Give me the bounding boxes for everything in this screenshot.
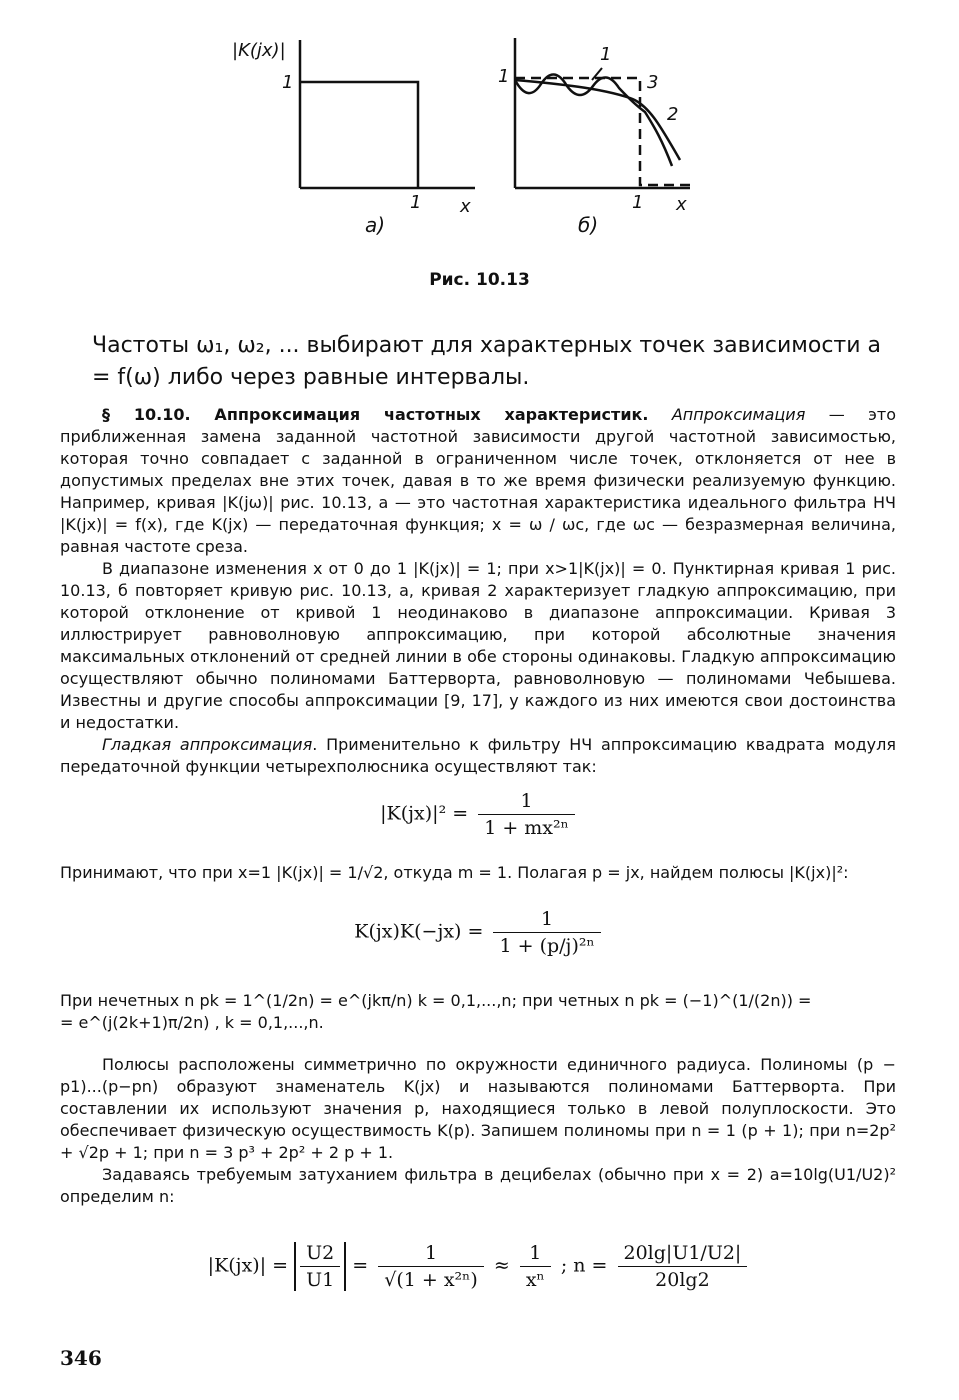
section-title: § 10.10. Аппроксимация частотных характеристик. xyxy=(102,405,649,424)
panel-b-curve-label-1: 1 xyxy=(600,44,612,65)
formula-3-u2: U2 xyxy=(300,1242,340,1267)
formula-3-approx: ≈ xyxy=(493,1254,510,1277)
panel-a-ideal-curve xyxy=(300,82,418,188)
formula-3-denominator-3: 20lg2 xyxy=(655,1269,710,1291)
formula-2 xyxy=(0,908,959,957)
page-number: 346 xyxy=(60,1346,102,1370)
panel-b-y-tick: 1 xyxy=(498,66,510,87)
formula-3-ratio xyxy=(300,1242,340,1291)
formula-3-denominator-2: xⁿ xyxy=(525,1269,545,1291)
formula-3 xyxy=(0,1242,959,1291)
paragraph-4-block xyxy=(60,862,896,884)
panel-b-label: б) xyxy=(578,213,599,237)
paragraph-1 xyxy=(60,404,896,558)
paragraph-6-block xyxy=(60,1054,896,1208)
formula-1 xyxy=(0,790,959,839)
figure-10-13 xyxy=(0,0,959,300)
formula-1-denominator: 1 + mx²ⁿ xyxy=(484,817,569,839)
formula-2-fraction xyxy=(493,908,600,957)
formula-1-numerator: 1 xyxy=(478,790,575,815)
formula-2-denominator: 1 + (p/j)²ⁿ xyxy=(499,935,595,957)
paragraph-7: Задаваясь требуемым затуханием фильтра в децибелах (обычно при x = 2) a=10lg(U1/U2)² определим n: xyxy=(60,1165,896,1206)
formula-2-numerator: 1 xyxy=(493,908,600,933)
formula-3-abs xyxy=(294,1242,346,1291)
term-approximation: Аппроксимация xyxy=(671,405,806,424)
formula-3-equals: = xyxy=(352,1254,369,1277)
panel-a-x-tick: 1 xyxy=(410,192,422,213)
formula-1-fraction xyxy=(478,790,575,839)
formula-3-n: ; n = xyxy=(560,1254,608,1277)
panel-a-y-tick: 1 xyxy=(282,72,294,93)
paragraph-3-text: . Применительно к фильтру НЧ аппроксимацию квадрата модуля передаточной функции четырехполюсника осуществляют так: xyxy=(60,735,896,776)
paragraph-5-line-2: = e^(j(2k+1)π/2n) , k = 0,1,...,n. xyxy=(60,1013,324,1032)
paragraph-5-block xyxy=(60,990,896,1034)
paragraph-large: Частоты ω₁, ω₂, ... выбирают для характерных точек зависимости a = f(ω) либо через равные интервалы. xyxy=(92,333,882,390)
paragraph-3 xyxy=(60,734,896,778)
panel-b-curve-label-3: 3 xyxy=(647,72,659,93)
formula-3-left: |K(jx)| = xyxy=(207,1254,289,1277)
formula-3-u1: U1 xyxy=(306,1269,335,1291)
formula-3-fraction-1 xyxy=(378,1242,484,1291)
panel-b-x-tick: 1 xyxy=(632,192,644,213)
formula-3-fraction-3 xyxy=(618,1242,748,1291)
formula-3-numerator-2: 1 xyxy=(520,1242,551,1267)
panel-b-curve-label-2: 2 xyxy=(667,104,679,125)
formula-1-left: |K(jx)|² = xyxy=(380,802,469,825)
panel-a-label: а) xyxy=(365,213,386,237)
paragraph-4: Принимают, что при x=1 |K(jx)| = 1/√2, откуда m = 1. Полагая p = jx, найдем полюсы |K(jx)|²: xyxy=(60,863,849,882)
formula-3-fraction-2 xyxy=(520,1242,551,1291)
paragraph-6: Полюсы расположены симметрично по окружности единичного радиуса. Полиномы (p − p1)...(p−pn) образуют знаменатель K(jx) и называются полиномами Баттерворта. При составлении их используют значения p, находящиеся только в левой полуплоскости. Это обеспечивает физическую осуществимость K(p). Запишем полиномы при n = 1 (p + 1); при n=2p² + √2p + 1; при n = 3 p³ + 2p² + 2 p + 1. xyxy=(60,1055,896,1162)
panel-a-x-label: x xyxy=(460,196,471,217)
formula-3-denominator-1: √(1 + x²ⁿ) xyxy=(384,1269,478,1291)
formula-3-numerator-3: 20lg|U1/U2| xyxy=(618,1242,748,1267)
term-smooth-approximation: Гладкая аппроксимация xyxy=(102,735,313,754)
formula-3-numerator-1: 1 xyxy=(378,1242,484,1267)
figure-caption: Рис. 10.13 xyxy=(429,270,530,290)
paragraph-1-text: — это приближенная замена заданной частотной зависимости другой частотной зависимостью, которая точно совпадает с заданной в ограниченном числе точек, отклоняется от нее в допустимых пределах вне этих точек, давая в то же время физически реализуемую функцию. Например, кривая |K(jω)| рис. 10.13, а — это частотная характеристика идеального фильтра НЧ |K(jx)| = f(x), где K(jx) — передаточная функция; x = ω / ωс, где ωс — безразмерная величина, равная частоте среза. xyxy=(60,405,896,556)
formula-2-left: K(jx)K(−jx) = xyxy=(354,920,484,943)
panel-b-x-label: x xyxy=(676,194,687,215)
section-10-10 xyxy=(60,404,896,778)
paragraph-5-line-1: При нечетных n pk = 1^(1/2n) = e^(jkπ/n) k = 0,1,...,n; при четных n pk = (−1)^(1/(2n)) = xyxy=(60,991,812,1010)
paragraph-2: В диапазоне изменения x от 0 до 1 |K(jx)| = 1; при x>1|K(jx)| = 0. Пунктирная кривая 1 рис. 10.13, б повторяет кривую рис. 10.13, а, кривая 2 характеризует гладкую аппроксимацию, при которой отклонение от кривой 1 неодинаково в диапазоне аппроксимации. Кривая 3 иллюстрирует равноволновую аппроксимацию, при которой абсолютные значения максимальных отклонений от средней линии в обе стороны одинаковы. Гладкую аппроксимацию осуществляют обычно полиномами Баттерворта, равноволновую — полиномами Чебышева. Известны и другие способы аппроксимации [9, 17], у каждого из них имеются свои достоинства и недостатки. xyxy=(60,559,896,732)
panel-a-ylabel: |K(jx)| xyxy=(232,40,286,61)
